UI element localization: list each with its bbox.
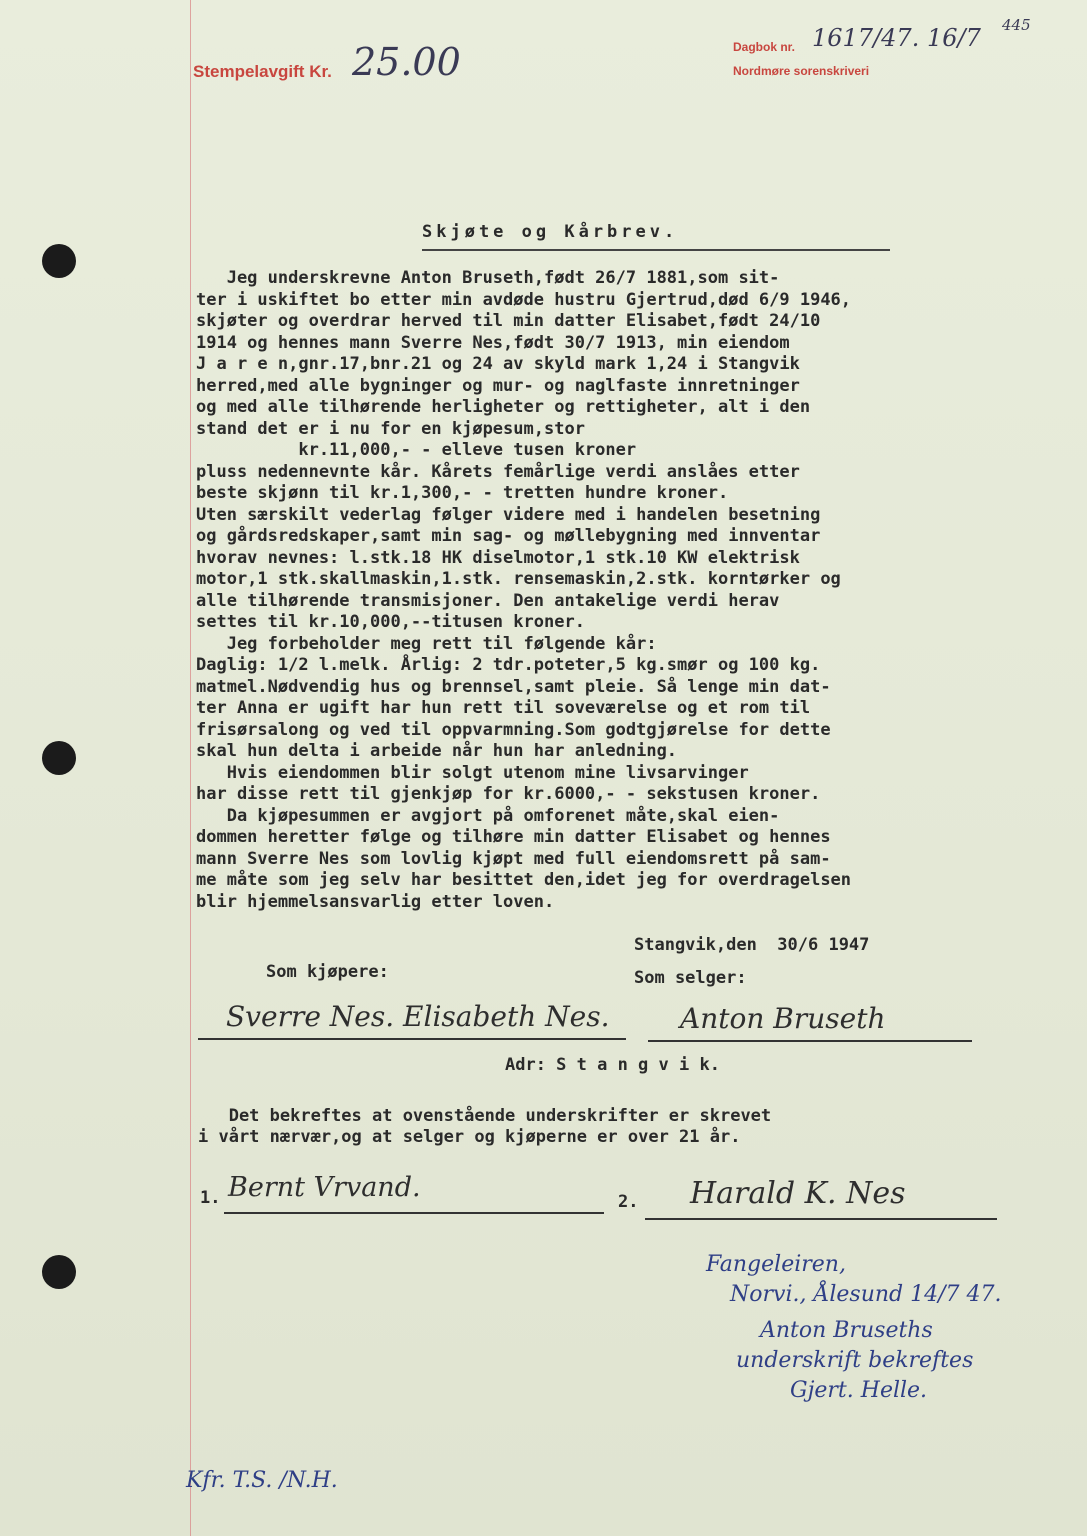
register-stamp-label: Dagbok nr. bbox=[733, 40, 796, 54]
margin-line bbox=[190, 0, 191, 1536]
body-line: ter i uskiftet bo etter min avdøde hustru Gjertrud,død 6/9 1946, bbox=[196, 289, 852, 310]
punch-hole-top bbox=[42, 244, 76, 278]
seller-signature-line bbox=[648, 1040, 972, 1042]
body-line: herred,med alle bygninger og mur- og naglfaste innretninger bbox=[196, 375, 800, 396]
body-line: kr.11,000,- - elleve tusen kroner bbox=[196, 440, 637, 460]
fee-stamp-label: Stempelavgift Kr. bbox=[193, 62, 332, 81]
body-line: settes til kr.10,000,--titusen kroner. bbox=[196, 612, 585, 632]
note-line: Fangeleiren, bbox=[706, 1252, 846, 1277]
body-line: matmel.Nødvendig hus og brennsel,samt pleie. Så lenge min dat- bbox=[196, 676, 831, 697]
note-line: Gjert. Helle. bbox=[790, 1378, 928, 1403]
note-line: Anton Bruseths bbox=[760, 1318, 933, 1343]
address: Adr: S t a n g v i k. bbox=[505, 1055, 720, 1075]
body-line: hvorav nevnes: l.stk.18 HK diselmotor,1 stk.10 KW elektrisk bbox=[196, 547, 800, 568]
note-line: underskrift bekreftes bbox=[736, 1348, 974, 1373]
body-line: og med alle tilhørende herligheter og rettigheter, alt i den bbox=[196, 397, 811, 417]
witness-statement-line: Det bekreftes at ovenstående underskrifter er skrevet bbox=[198, 1106, 772, 1126]
body-line: skjøter og overdrar herved til min datter Elisabet,født 24/10 bbox=[196, 311, 821, 331]
witness-2-line bbox=[645, 1218, 997, 1220]
body-line: skal hun delta i arbeide når hun har anledning. bbox=[196, 741, 678, 761]
buyers-label: Som kjøpere: bbox=[266, 962, 389, 982]
buyer-signatures: Sverre Nes. Elisabeth Nes. bbox=[226, 1000, 610, 1033]
folio-number: 445 bbox=[1002, 16, 1031, 34]
body-line: dommen heretter følge og tilhøre min datter Elisabet og hennes bbox=[196, 827, 831, 847]
body-line: har disse rett til gjenkjøp for kr.6000,- - sekstusen kroner. bbox=[196, 784, 821, 804]
register-number: 1617/47. 16/7 bbox=[812, 24, 981, 52]
body-line: Hvis eiendommen blir solgt utenom mine livsarvinger bbox=[196, 762, 749, 783]
witness-2-signature: Harald K. Nes bbox=[690, 1176, 906, 1211]
body-line: motor,1 stk.skallmaskin,1.stk. rensemaskin,2.stk. korntørker og bbox=[196, 569, 841, 589]
witness-1-number: 1. bbox=[200, 1188, 221, 1208]
bottom-initials: Kfr. T.S. /N.H. bbox=[186, 1468, 338, 1493]
body-line: beste skjønn til kr.1,300,- - tretten hundre kroner. bbox=[196, 483, 729, 503]
body-line: og gårdsredskaper,samt min sag- og møllebygning med innventar bbox=[196, 526, 821, 546]
body-line: alle tilhørende transmisjoner. Den antakelige verdi herav bbox=[196, 590, 780, 611]
office-stamp: Nordmøre sorenskriveri bbox=[733, 64, 870, 78]
witness-statement-line: i vårt nærvær,og at selger og kjøperne er over 21 år. bbox=[198, 1127, 741, 1147]
body-line: Jeg underskrevne Anton Bruseth,født 26/7 1881,som sit- bbox=[196, 268, 780, 288]
body-line: frisørsalong og ved til oppvarmning.Som godtgjørelse for dette bbox=[196, 719, 831, 740]
fee-amount: 25.00 bbox=[352, 40, 461, 84]
note-line: Norvi., Ålesund 14/7 47. bbox=[730, 1282, 1002, 1307]
body-line: pluss nedennevnte kår. Kårets femårlige verdi anslåes etter bbox=[196, 461, 800, 482]
body-line: stand det er i nu for en kjøpesum,stor bbox=[196, 418, 585, 439]
seller-label: Som selger: bbox=[634, 968, 747, 988]
body-line: Jeg forbeholder meg rett til følgende kår: bbox=[196, 633, 657, 654]
body-line: Da kjøpesummen er avgjort på omforenet måte,skal eien- bbox=[196, 805, 780, 826]
body-line: blir hjemmelsansvarlig etter loven. bbox=[196, 891, 555, 912]
punch-hole-bottom bbox=[42, 1255, 76, 1289]
document-title: Skjøte og Kårbrev. bbox=[422, 222, 679, 242]
witness-2-number: 2. bbox=[618, 1192, 639, 1212]
body-line: me måte som jeg selv har besittet den,idet jeg for overdragelsen bbox=[196, 870, 852, 890]
witness-1-signature: Bernt Vrvand. bbox=[228, 1172, 421, 1203]
buyer-signature-line bbox=[198, 1038, 626, 1040]
punch-hole-middle bbox=[42, 741, 76, 775]
body-line: mann Sverre Nes som lovlig kjøpt med full eiendomsrett på sam- bbox=[196, 848, 831, 869]
title-underline bbox=[422, 249, 890, 251]
body-line: Uten særskilt vederlag følger videre med i handelen besetning bbox=[196, 504, 821, 525]
deed-body bbox=[196, 268, 1056, 913]
place-date: Stangvik,den 30/6 1947 bbox=[634, 935, 870, 955]
body-line: 1914 og hennes mann Sverre Nes,født 30/7 1913, min eiendom bbox=[196, 332, 790, 353]
body-line: ter Anna er ugift har hun rett til soveværelse og et rom til bbox=[196, 698, 811, 718]
body-line: Daglig: 1/2 l.melk. Årlig: 2 tdr.poteter,5 kg.smør og 100 kg. bbox=[196, 655, 821, 675]
body-line: J a r e n,gnr.17,bnr.21 og 24 av skyld mark 1,24 i Stangvik bbox=[196, 354, 800, 374]
seller-signature: Anton Bruseth bbox=[680, 1002, 886, 1035]
witness-1-line bbox=[224, 1212, 604, 1214]
